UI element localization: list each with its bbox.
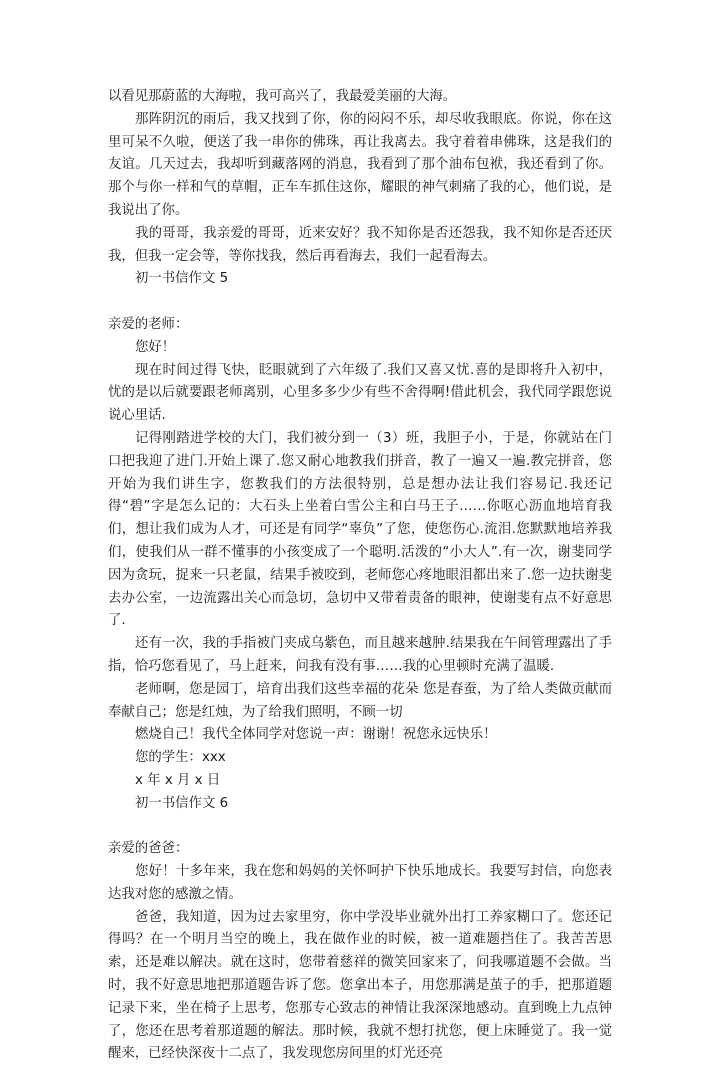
paragraph: 还有一次，我的手指被门夹成乌紫色，而且越来越肿.结果我在午间管理露出了手指，恰巧您看见了，马上赶来，问我有没有事……我的心里顿时充满了温暖. xyxy=(108,636,612,674)
text-line: 您的学生：xxx xyxy=(135,750,226,766)
text-line: x 年 x 月 x 日 xyxy=(135,772,221,788)
document-page xyxy=(108,86,612,1066)
paragraph: 记得刚踏进学校的大门，我们被分到一（3）班，我胆子小，于是，你就站在门口把我迎了进门.开始上课了.您又耐心地教我们拼音，教了一遍又一遍.教完拼音，您开始为我们讲生字，您教我们的方法很特别，总是想办法让我们容易记.我还记得“碧”字是怎么记的：大石头上坐着白雪公主和白马王子……你呕心沥血地培育我们，想让我们成为人才，可还是有同学“辜负”了您，使您伤心.流泪.您默默地培养我们，使我们从一群不懂事的小孩变成了一个聪明.活泼的“小大人”.有一次，谢斐同学因为贪玩，捉来一只老鼠，结果手被咬到，老师您心疼地眼泪都出来了.您一边扶谢斐去办公室，一边流露出关心而急切，急切中又带着责备的眼神，使谢斐有点不好意思了. xyxy=(108,430,612,629)
section-heading: 初一书信作文 5 xyxy=(135,271,229,287)
paragraph: 老师啊，您是园丁，培育出我们这些幸福的花朵 您是春蚕，为了给人类做贡献而奉献自己；您是红烛，为了给我们照明，不顾一切 xyxy=(108,681,612,720)
paragraph: 您好！ xyxy=(135,339,176,355)
section-heading: 初一书信作文 6 xyxy=(135,795,229,811)
paragraph: 亲爱的老师： xyxy=(108,316,189,332)
paragraph: 现在时间过得飞快，眨眼就到了六年级了.我们又喜又忧.喜的是即将升入初中，忧的是以后就要跟老师离别，心里多多少少有些不舍得啊!借此机会，我代同学跟您说说心里话. xyxy=(108,362,612,424)
paragraph: 您好！十多年来，我在您和妈妈的关怀呵护下快乐地成长。我要写封信，向您表达我对您的感激之情。 xyxy=(108,864,612,902)
paragraph: 亲爱的爸爸： xyxy=(108,841,189,857)
blank-line xyxy=(108,816,612,839)
paragraph: 我的哥哥，我亲爱的哥哥，近来安好？我不知你是否还怨我，我不知你是否还厌我，但我一定会等，等你找我，然后再看海去，我们一起看海去。 xyxy=(108,225,612,264)
paragraph: 那阵阴沉的雨后，我又找到了你，你的闷闷不乐，却尽收我眼底。你说，你在这里可呆不久啦，便送了我一串你的佛珠，再让我离去。我守着着串佛珠，这是我们的友谊。几天过去，我却听到藏落网的消息，我看到了那个油布包袱，我还看到了你。那个与你一样和气的草帽，正车车抓住这你，耀眼的神气刺痛了我的心，他们说，是我说出了你。 xyxy=(108,111,612,218)
blank-line xyxy=(108,291,612,314)
paragraph: 爸爸，我知道，因为过去家里穷，你中学没毕业就外出打工养家糊口了。您还记得吗？在一个明月当空的晚上，我在做作业的时候，被一道难题挡住了。我苦苦思索，还是难以解决。就在这时，您带着慈祥的微笑回家来了，问我哪道题不会做。当时，我不好意思地把那道题告诉了您。您拿出本子，用您那满是茧子的手，把那道题记录下来，坐在椅子上思考，您那专心致志的神情让我深深地感动。直到晚上九点钟了，您还在思考着那道题的解法。那时候，我就不想打扰您，便上床睡觉了。我一觉醒来，已经快深夜十二点了，我发现您房间里的灯光还亮 xyxy=(108,909,612,1062)
text-line: 燃烧自己！我代全体同学对您说一声：谢谢！祝您永远快乐！ xyxy=(135,727,497,743)
paragraph: 以看见那蔚蓝的大海啦，我可高兴了，我最爱美丽的大海。 xyxy=(108,89,457,104)
